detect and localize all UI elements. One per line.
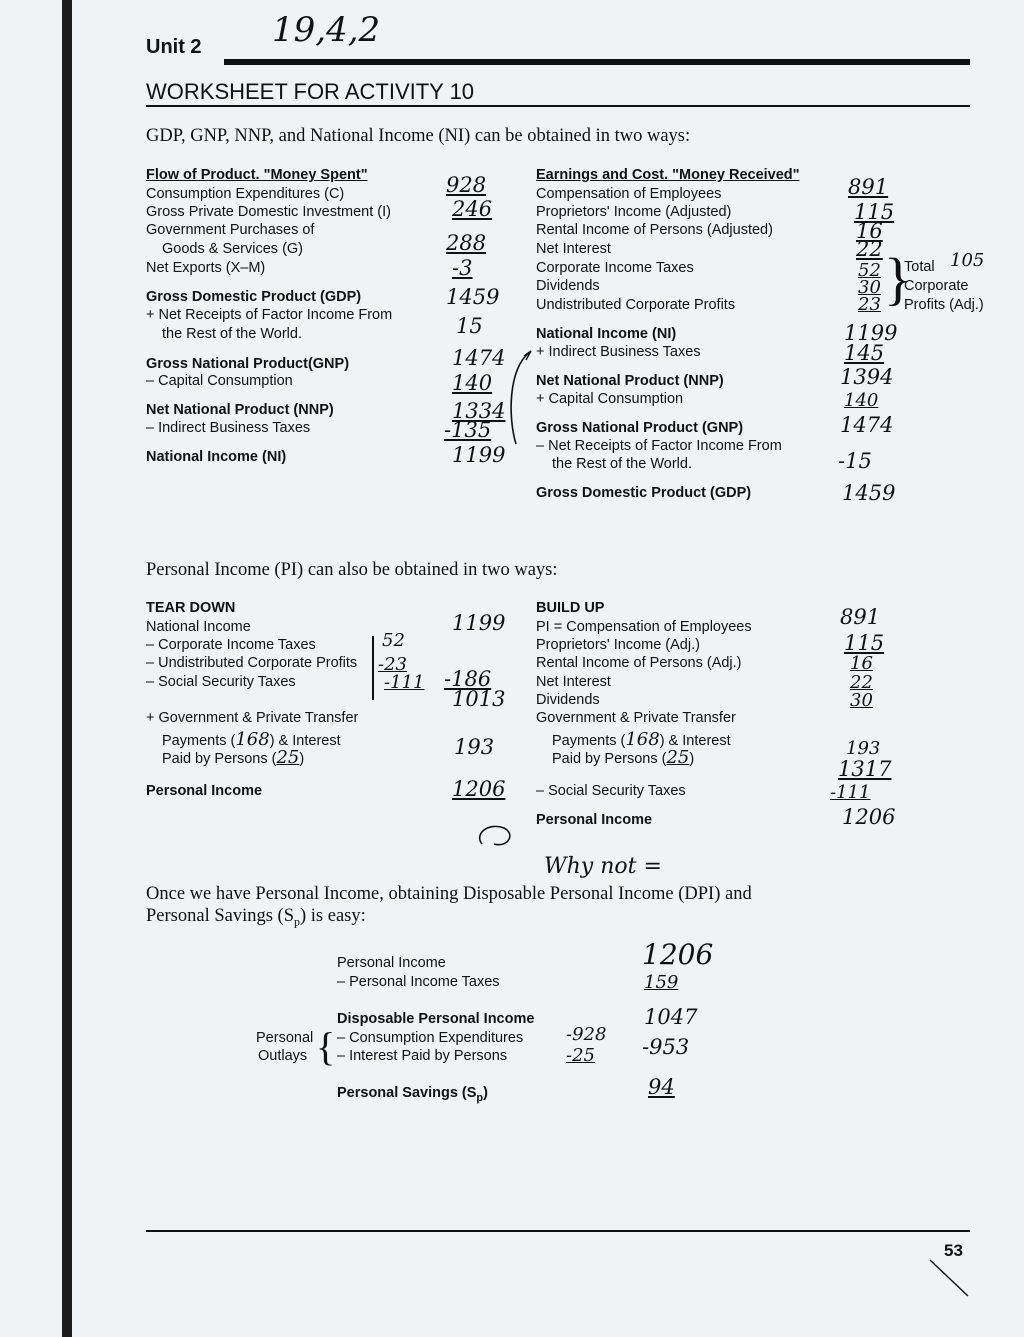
- teardown-line: – Social Security Taxes: [146, 674, 296, 690]
- handwritten-answer: 1047: [644, 1005, 698, 1029]
- buildup-line: PI = Compensation of Employees: [536, 619, 752, 635]
- handwritten-answer: -25: [566, 1045, 595, 1066]
- total-profits-label: Profits (Adj.): [904, 297, 984, 313]
- savings-subscript: p: [476, 1091, 484, 1104]
- outlays-label: Personal: [256, 1030, 314, 1046]
- earnings-line-total: National Income (NI): [536, 326, 677, 342]
- handwritten-answer: 1459: [446, 285, 500, 309]
- handwritten-answer: 22: [850, 672, 873, 693]
- savings-label: Personal Savings (S: [337, 1085, 477, 1101]
- total-profits-brace: }: [884, 246, 912, 311]
- binding-edge: [62, 0, 72, 1337]
- earnings-line-total: Net National Product (NNP): [536, 373, 724, 389]
- teardown-line: – Undistributed Corporate Profits: [146, 655, 358, 671]
- handwritten-answer: 1474: [840, 413, 894, 437]
- page-number: 53: [944, 1241, 963, 1260]
- buildup-line: Government & Private Transfer: [536, 710, 736, 726]
- handwritten-answer: 115: [854, 200, 895, 224]
- handwritten-answer: 246: [452, 197, 493, 221]
- earnings-heading: Earnings and Cost. "Money Received": [536, 167, 800, 183]
- flow-line-total: National Income (NI): [146, 449, 287, 465]
- handwritten-answer: 140: [844, 390, 879, 411]
- buildup-line: – Social Security Taxes: [536, 783, 686, 799]
- handwritten-answer: -3: [452, 256, 473, 280]
- handwritten-answer: 1199: [452, 443, 506, 467]
- teardown-paid-close: ): [299, 751, 305, 767]
- teardown-payments-label: Payments (: [162, 733, 236, 749]
- earnings-line-total: Gross Domestic Product (GDP): [536, 485, 752, 501]
- handwritten-answer: 145: [844, 341, 885, 365]
- handwritten-answer: 1317: [838, 757, 892, 781]
- footer-rule: [146, 1230, 970, 1232]
- handwritten-answer: 1459: [842, 481, 896, 505]
- handwritten-answer: 25: [666, 747, 690, 768]
- dpi-line: – Consumption Expenditures: [337, 1030, 524, 1046]
- flow-line-total: Net National Product (NNP): [146, 402, 334, 418]
- handwritten-answer: 1206: [642, 938, 714, 971]
- flow-line: the Rest of the World.: [162, 326, 302, 342]
- flow-line: Goods & Services (G): [162, 241, 304, 257]
- handwritten-answer: 22: [856, 237, 883, 261]
- buildup-heading: BUILD UP: [536, 600, 605, 616]
- handwritten-answer: 15: [456, 314, 483, 338]
- buildup-line: Rental Income of Persons (Adj.): [536, 655, 742, 671]
- teardown-bracket-line: [372, 636, 374, 700]
- handwritten-answer: 1013: [452, 687, 506, 711]
- total-profits-label: Total: [904, 259, 935, 275]
- buildup-payments-label: Payments (: [552, 733, 626, 749]
- buildup-interest-label: ) & Interest: [659, 733, 731, 749]
- handwritten-answer: 891: [840, 605, 881, 629]
- flow-line: – Indirect Business Taxes: [146, 420, 311, 436]
- savings-close: ): [483, 1085, 488, 1101]
- handwritten-answer: 288: [446, 231, 487, 255]
- handwritten-answer: 928: [446, 173, 487, 197]
- flow-line-total: Gross Domestic Product (GDP): [146, 289, 362, 305]
- dpi-intro-end: ) is easy:: [300, 906, 366, 926]
- buildup-paid-label: Paid by Persons (: [552, 751, 667, 767]
- handwritten-answer: 159: [644, 972, 679, 993]
- handwritten-answer: 193: [454, 735, 495, 759]
- dpi-line-total: Disposable Personal Income: [337, 1011, 535, 1027]
- handwritten-answer: 25: [276, 747, 300, 768]
- earnings-line: – Net Receipts of Factor Income From: [536, 438, 782, 454]
- title-rule: [146, 105, 970, 107]
- buildup-line: Dividends: [536, 692, 600, 708]
- teardown-heading: TEAR DOWN: [146, 600, 236, 616]
- handwritten-answer: 30: [858, 277, 881, 298]
- handwritten-answer: 16: [856, 219, 883, 243]
- earnings-line: + Capital Consumption: [536, 391, 684, 407]
- total-profits-value: 105: [950, 250, 985, 271]
- flow-line-total: Gross National Product(GNP): [146, 356, 350, 372]
- buildup-line-total: Personal Income: [536, 812, 653, 828]
- dpi-intro: Once we have Personal Income, obtaining Disposable Personal Income (DPI) and: [146, 884, 752, 904]
- earnings-line: Net Interest: [536, 241, 611, 257]
- dpi-line: Personal Income: [337, 955, 446, 971]
- margin-note: Why not =: [544, 854, 662, 879]
- dpi-line: – Interest Paid by Persons: [337, 1048, 508, 1064]
- buildup-line: [552, 747, 694, 769]
- teardown-interest-label: ) & Interest: [269, 733, 341, 749]
- handwritten-answer: -111: [830, 782, 871, 803]
- handwritten-answer: 16: [850, 653, 873, 674]
- page-title: WORKSHEET FOR ACTIVITY 10: [146, 79, 475, 104]
- outlays-label: Outlays: [258, 1048, 308, 1064]
- outlays-brace: {: [316, 1024, 336, 1069]
- handwritten-answer: -15: [838, 449, 872, 473]
- intro-text: GDP, GNP, NNP, and National Income (NI) can be obtained in two ways:: [146, 126, 691, 146]
- handwritten-answer: 1206: [842, 805, 896, 829]
- handwritten-answer: 30: [850, 690, 873, 711]
- header-rule: [224, 59, 970, 65]
- handwritten-answer: -953: [642, 1035, 690, 1059]
- flow-line: Government Purchases of: [146, 222, 315, 238]
- flow-line: Consumption Expenditures (C): [146, 186, 345, 202]
- earnings-line: the Rest of the World.: [552, 456, 692, 472]
- teardown-line: National Income: [146, 619, 251, 635]
- dpi-intro-subscript: p: [294, 914, 300, 929]
- earnings-line-total: Gross National Product (GNP): [536, 420, 744, 436]
- dpi-intro: [146, 908, 366, 931]
- earnings-line: Rental Income of Persons (Adjusted): [536, 222, 773, 238]
- handwritten-answer: 52: [382, 630, 405, 651]
- handwritten-answer: 140: [452, 371, 493, 395]
- handwritten-answer: 1474: [452, 346, 506, 370]
- earnings-line: Dividends: [536, 278, 600, 294]
- total-profits-label: Corporate: [904, 278, 969, 294]
- teardown-line: – Corporate Income Taxes: [146, 637, 316, 653]
- handwritten-answer: 193: [846, 738, 881, 759]
- teardown-line: + Government & Private Transfer: [146, 710, 359, 726]
- teardown-paid-label: Paid by Persons (: [162, 751, 277, 767]
- teardown-line-total: Personal Income: [146, 783, 263, 799]
- handwritten-answer: 891: [848, 175, 889, 199]
- handwritten-answer: 115: [844, 631, 885, 655]
- earnings-line: Corporate Income Taxes: [536, 260, 694, 276]
- flow-heading: Flow of Product. "Money Spent": [146, 167, 368, 183]
- handwritten-answer: 52: [858, 260, 881, 281]
- handwritten-reference: 19,4,2: [272, 10, 381, 50]
- earnings-line: Compensation of Employees: [536, 186, 722, 202]
- flow-line: Gross Private Domestic Investment (I): [146, 204, 391, 220]
- earnings-line: + Indirect Business Taxes: [536, 344, 701, 360]
- handwritten-answer: 1199: [844, 321, 898, 345]
- handwritten-answer: 1394: [840, 365, 894, 389]
- buildup-line: Net Interest: [536, 674, 611, 690]
- flow-line: Net Exports (X–M): [146, 260, 266, 276]
- handwritten-answer: 23: [858, 294, 881, 315]
- unit-label: Unit 2: [146, 36, 202, 58]
- dpi-line: – Personal Income Taxes: [337, 974, 500, 990]
- pi-intro: Personal Income (PI) can also be obtained in two ways:: [146, 560, 558, 580]
- handwritten-answer: 94: [648, 1075, 675, 1099]
- earnings-line: Proprietors' Income (Adjusted): [536, 204, 732, 220]
- handwritten-answer: -23: [378, 654, 407, 675]
- handwritten-answer: -111: [384, 672, 425, 693]
- dpi-line-total: [337, 1085, 488, 1107]
- handwritten-answer: 1206: [452, 777, 506, 801]
- buildup-paid-close: ): [689, 751, 695, 767]
- connector-arrow-icon: [500, 348, 540, 448]
- corner-mark-icon: [928, 1256, 972, 1300]
- scribble-icon: [472, 814, 542, 854]
- dpi-intro-text: Personal Savings (S: [146, 906, 294, 926]
- handwritten-answer: 1334: [452, 399, 506, 423]
- flow-line: + Net Receipts of Factor Income From: [146, 307, 393, 323]
- flow-line: – Capital Consumption: [146, 373, 293, 389]
- handwritten-answer: -186: [444, 667, 492, 691]
- handwritten-answer: 1199: [452, 611, 506, 635]
- handwritten-answer: 168: [625, 729, 660, 750]
- handwritten-answer: -928: [566, 1024, 607, 1045]
- teardown-line: [162, 747, 304, 769]
- earnings-line: Undistributed Corporate Profits: [536, 297, 736, 313]
- handwritten-answer: -135: [444, 418, 492, 442]
- handwritten-answer: 168: [235, 729, 270, 750]
- buildup-line: Proprietors' Income (Adj.): [536, 637, 700, 653]
